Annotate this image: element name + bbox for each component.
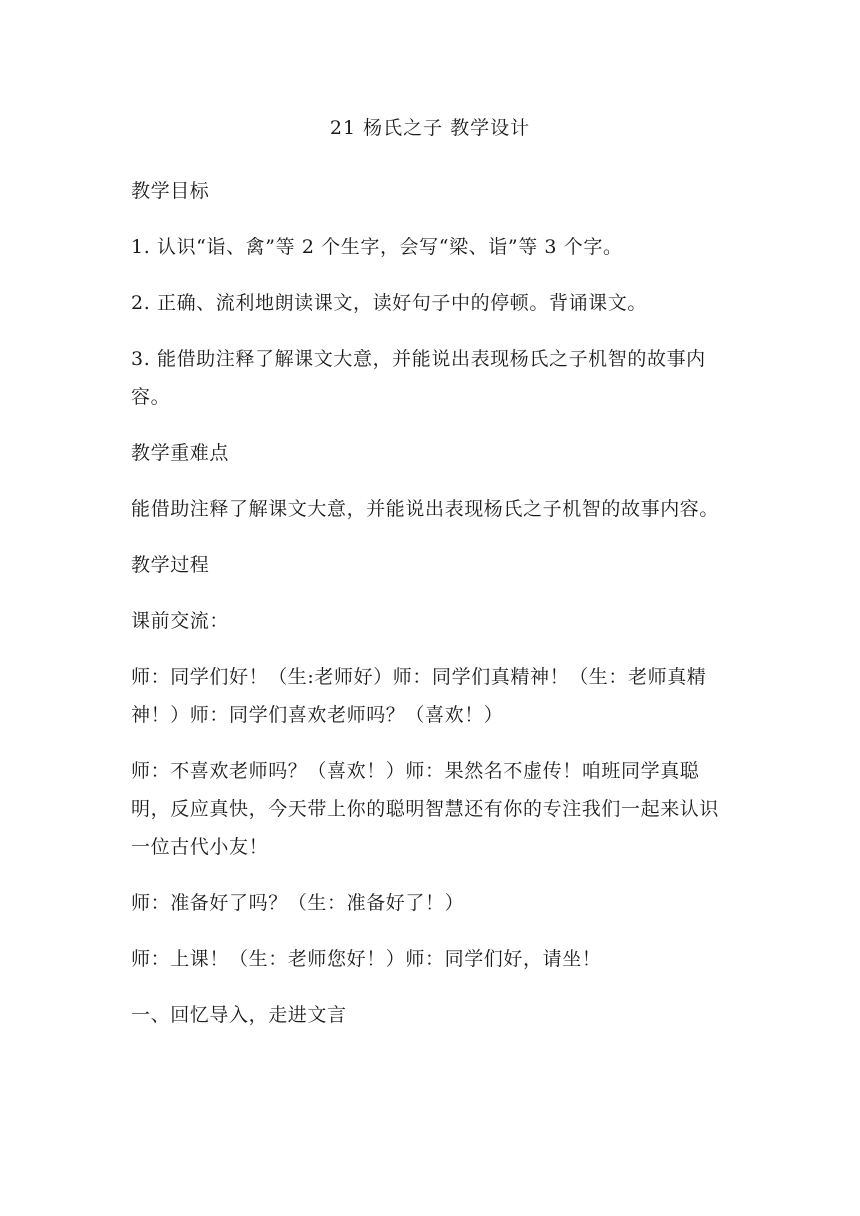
document-title: 21 杨氏之子 教学设计 [329,117,531,139]
section-heading-key-points: 教学重难点 [131,442,230,464]
dialogue-paragraph-3: 师：准备好了吗？（生：准备好了！） [131,892,465,914]
objective-item-3: 3. 能借助注释了解课文大意，并能说出表现杨氏之子机智的故事内容。 [131,348,706,408]
dialogue-paragraph-2: 师：不喜欢老师吗？（喜欢！）师：果然名不虚传！咱班同学真聪明，反应真快，今天带上你的聪明智慧还有你的专注我们一起来认识一位古代小友！ [131,760,720,858]
pre-class-label: 课前交流： [131,610,230,632]
section-heading-objectives: 教学目标 [131,180,210,202]
key-points-text: 能借助注释了解课文大意，并能说出表现杨氏之子机智的故事内容。 [131,498,720,520]
section-heading-part-one: 一、回忆导入，走进文言 [131,1004,347,1026]
dialogue-paragraph-1: 师：同学们好！（生:老师好）师：同学们真精神！（生：老师真精神！）师：同学们喜欢老师吗？（喜欢！） [131,666,707,726]
dialogue-paragraph-4: 师：上课！（生：老师您好！）师：同学们好，请坐！ [131,948,602,970]
objective-item-2: 2. 正确、流利地朗读课文，读好句子中的停顿。背诵课文。 [131,292,647,314]
section-heading-process: 教学过程 [131,554,210,576]
document-body [131,172,731,1052]
objective-item-1: 1. 认识“诣、禽”等 2 个生字，会写“梁、诣”等 3 个字。 [131,236,623,258]
